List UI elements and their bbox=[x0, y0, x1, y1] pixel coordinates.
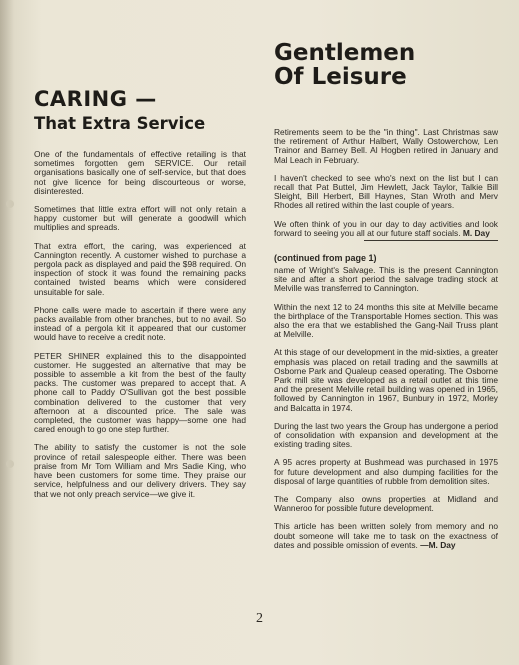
page-number: 2 bbox=[256, 611, 263, 626]
binding-hole bbox=[6, 460, 14, 468]
gentlemen-signature: M. Day bbox=[462, 227, 490, 238]
continued-signature: —M. Day bbox=[420, 539, 456, 550]
continued-paragraph: The Company also owns properties at Midland and Wanneroo for possible future development. bbox=[274, 494, 498, 514]
caring-article-body bbox=[34, 150, 246, 508]
gentlemen-title-line1: Gentlemen bbox=[274, 40, 416, 66]
caring-paragraph: Phone calls were made to ascertain if there were any packs available from other branches, but to no avail. So instead of a pergola kit it appeared that our customer would have to receive a credit note. bbox=[34, 304, 246, 343]
continued-paragraph: name of Wright's Salvage. This is the present Cannington site and after a short period the salvage trading stock at Melville was transferred to Cannington. bbox=[274, 265, 498, 294]
gentlemen-paragraph: Retirements seem to be the "in thing". Last Christmas saw the retirement of Arthur Halbert, Wally Ostowerchow, Len Trainor and Barney Bell. Al Hogben retired in January and Mal Leach in February. bbox=[274, 127, 498, 165]
continued-heading: (continued from page 1) bbox=[274, 253, 377, 263]
caring-title: CARING — bbox=[34, 87, 157, 111]
article-divider bbox=[364, 240, 498, 241]
continued-article-body bbox=[274, 266, 498, 559]
continued-paragraph: Within the next 12 to 24 months this site at Melville became the birthplace of the Transportable Homes section. This was also the era that we established the Gang-Nail Truss plant at Melville. bbox=[274, 301, 498, 340]
caring-paragraph: Sometimes that little extra effort will not only retain a happy customer but will generate a goodwill which multiplies and spreads. bbox=[34, 204, 246, 233]
gentlemen-article-body bbox=[274, 128, 498, 247]
continued-paragraph: At this stage of our development in the mid-sixties, a greater emphasis was placed on retail trading and the sawmills at Osborne Park and Qualeup ceased operating. The Osborne Park mill site was developed as a retail outlet at this time and the present Melville retail building was opened in 1965, followed by Cannington in 1967, Bunbury in 1972, Morley and Balcatta in 1974. bbox=[274, 347, 498, 413]
gentlemen-closing-text: We often think of you in our day to day activities and look forward to seeing you all at our future staff socials. bbox=[274, 218, 498, 238]
binding-hole bbox=[6, 200, 14, 208]
caring-paragraph: That extra effort, the caring, was experienced at Cannington recently. A customer wished to purchase a pergola pack as displayed and paid the $98 required. On inspection of stock it was found the remaining packs contained twisted beams which were considered unsuitable for sale. bbox=[34, 240, 246, 297]
gentlemen-closing-paragraph bbox=[274, 220, 498, 238]
caring-paragraph: One of the fundamentals of effective retailing is that sometimes forgotten gem SERVICE. Our retail organisations basically one of self-service, but that does not give licence for being discourteous or worse, disinterested. bbox=[34, 149, 246, 196]
caring-subtitle: That Extra Service bbox=[34, 114, 206, 133]
continued-paragraph: During the last two years the Group has undergone a period of consolidation with expansion and development at the existing trading sites. bbox=[274, 420, 498, 450]
continued-paragraph: A 95 acres property at Bushmead was purchased in 1975 for future development and also dumping facilities for the disposal of large quantities of rubble from demolition sites. bbox=[274, 457, 498, 486]
continued-closing-text: This article has been written solely from memory and no doubt someone will take me to task on the exactness of dates and possible omission of events. bbox=[274, 521, 498, 550]
gentlemen-title-line2: Of Leisure bbox=[274, 64, 407, 90]
page-fold-shadow bbox=[0, 0, 14, 665]
continued-closing-paragraph bbox=[274, 522, 498, 550]
caring-paragraph: The ability to satisfy the customer is not the sole province of retail salespeople either. There was been praise from Mr Tom William and Mrs Sadie King, who have been customers for some time. They praise our service, helpfulness and our delivery drivers. They say that we not only preach service—we give it. bbox=[34, 442, 246, 499]
gentlemen-paragraph: I haven't checked to see who's next on the list but I can recall that Pat Buttel, Jim Hewlett, Jack Taylor, Talkie Bill Sleight, Bill Herbert, Bill Haynes, Stan Wroth and Merv Rhodes all retired within the last couple of years. bbox=[274, 172, 498, 211]
caring-paragraph: PETER SHINER explained this to the disappointed customer. He suggested an alternative that may be possible to assemble a kit from the best of the faulty packs. The customer was prepared to accept that. A phone call to Paddy O'Sullivan got the best possible combination delivered to the customer that very afternoon at a discounted price. The sale was completed, the customer was happy—some one had cared enough to go one step further. bbox=[34, 350, 246, 435]
